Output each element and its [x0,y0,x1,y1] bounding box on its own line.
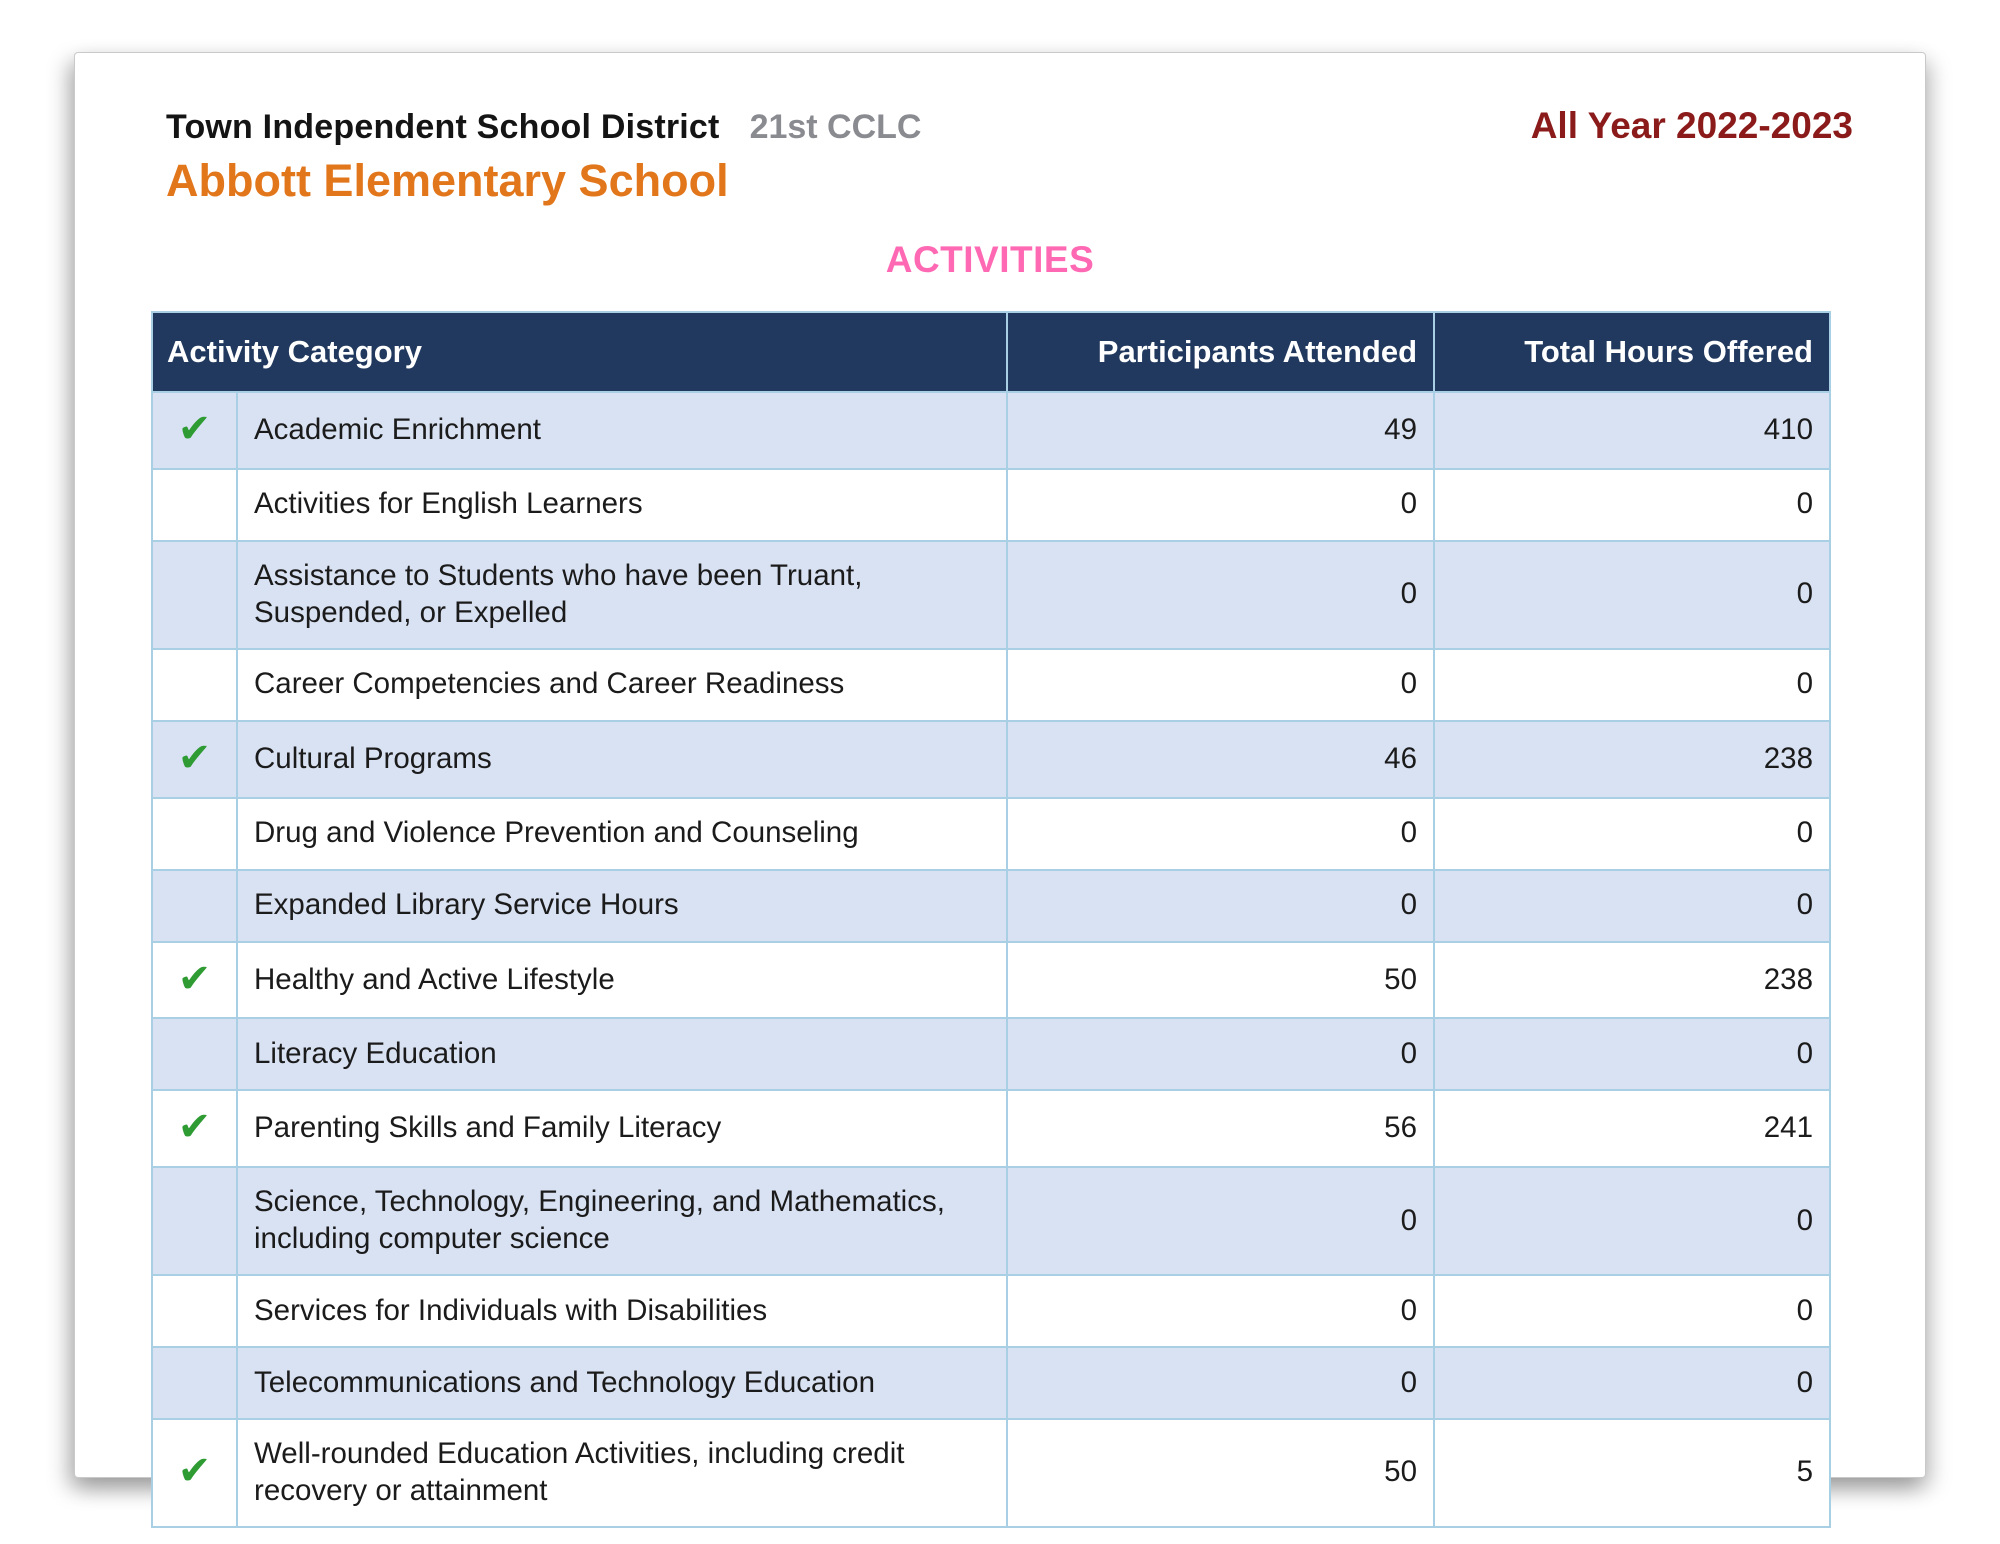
program-name: 21st CCLC [749,108,922,146]
section-title: ACTIVITIES [885,239,1095,280]
check-icon: ✔ [177,1104,212,1151]
total-hours-offered-cell: 238 [1434,942,1830,1019]
activity-category-cell: Healthy and Active Lifestyle [237,942,1007,1019]
activity-category-cell: Telecommunications and Technology Education [237,1347,1007,1419]
total-hours-offered-cell: 0 [1434,1018,1830,1090]
row-check-cell [152,1347,237,1419]
table-row [152,721,1830,798]
participants-attended-cell: 0 [1007,649,1434,721]
table-row [152,942,1830,1019]
total-hours-offered-cell: 238 [1434,721,1830,798]
table-row [152,1275,1830,1347]
total-hours-offered-cell: 0 [1434,1347,1830,1419]
row-check-cell [152,469,237,541]
table-row [152,1419,1830,1527]
report-page [74,52,1926,1507]
participants-attended-cell: 46 [1007,721,1434,798]
total-hours-offered-cell: 0 [1434,798,1830,870]
participants-attended-cell: 0 [1007,1347,1434,1419]
activity-category-cell: Activities for English Learners [237,469,1007,541]
header-line-1 [166,105,1853,147]
activity-category-cell: Career Competencies and Career Readiness [237,649,1007,721]
participants-attended-cell: 50 [1007,1419,1434,1527]
check-icon: ✔ [177,406,212,452]
row-check-cell [152,649,237,721]
total-hours-offered-cell: 410 [1434,392,1830,469]
row-check-cell [152,1090,237,1167]
row-check-cell [152,1275,237,1347]
participants-attended-cell: 0 [1007,870,1434,942]
activities-table [151,311,1831,1528]
row-check-cell [152,1167,237,1275]
row-check-cell [152,1419,237,1527]
table-row [152,1090,1830,1167]
activity-category-cell: Cultural Programs [237,721,1007,798]
activity-category-cell: Drug and Violence Prevention and Counseling [237,798,1007,870]
table-row [152,541,1830,649]
participants-attended-cell: 0 [1007,1275,1434,1347]
total-hours-offered-cell: 0 [1434,541,1830,649]
participants-attended-cell: 0 [1007,469,1434,541]
table-row [152,1347,1830,1419]
district-name: Town Independent School District [166,108,720,146]
participants-attended-cell: 50 [1007,942,1434,1019]
check-icon: ✔ [177,734,212,781]
activity-category-cell: Services for Individuals with Disabilities [237,1275,1007,1347]
row-check-cell [152,942,237,1019]
total-hours-offered-cell: 241 [1434,1090,1830,1167]
table-row [152,1018,1830,1090]
activity-category-cell: Assistance to Students who have been Truant, Suspended, or Expelled [237,541,1007,649]
activity-category-cell: Expanded Library Service Hours [237,870,1007,942]
table-row [152,392,1830,469]
report-header [166,105,1853,207]
column-header-activity-category: Activity Category [152,312,1007,392]
row-check-cell [152,392,237,469]
column-header-total-hours-offered: Total Hours Offered [1434,312,1830,392]
activity-category-cell: Parenting Skills and Family Literacy [237,1090,1007,1167]
row-check-cell [152,1018,237,1090]
total-hours-offered-cell: 0 [1434,1167,1830,1275]
activity-category-cell: Academic Enrichment [237,392,1007,469]
total-hours-offered-cell: 0 [1434,469,1830,541]
table-header-row [152,312,1830,392]
total-hours-offered-cell: 0 [1434,1275,1830,1347]
row-check-cell [152,870,237,942]
row-check-cell [152,798,237,870]
participants-attended-cell: 0 [1007,798,1434,870]
table-row [152,798,1830,870]
school-name: Abbott Elementary School [166,155,729,206]
report-period: All Year 2022-2023 [1530,105,1853,146]
column-header-participants-attended: Participants Attended [1007,312,1434,392]
participants-attended-cell: 56 [1007,1090,1434,1167]
activity-category-cell: Science, Technology, Engineering, and Mathematics, including computer science [237,1167,1007,1275]
total-hours-offered-cell: 5 [1434,1419,1830,1527]
table-row [152,649,1830,721]
participants-attended-cell: 0 [1007,1018,1434,1090]
participants-attended-cell: 0 [1007,541,1434,649]
row-check-cell [152,721,237,798]
activity-category-cell: Literacy Education [237,1018,1007,1090]
table-row [152,870,1830,942]
total-hours-offered-cell: 0 [1434,649,1830,721]
participants-attended-cell: 0 [1007,1167,1434,1275]
activity-category-cell: Well-rounded Education Activities, including credit recovery or attainment [237,1419,1007,1527]
check-icon: ✔ [177,1448,212,1495]
table-row [152,1167,1830,1275]
total-hours-offered-cell: 0 [1434,870,1830,942]
check-icon: ✔ [177,955,212,1002]
participants-attended-cell: 49 [1007,392,1434,469]
table-row [152,469,1830,541]
row-check-cell [152,541,237,649]
